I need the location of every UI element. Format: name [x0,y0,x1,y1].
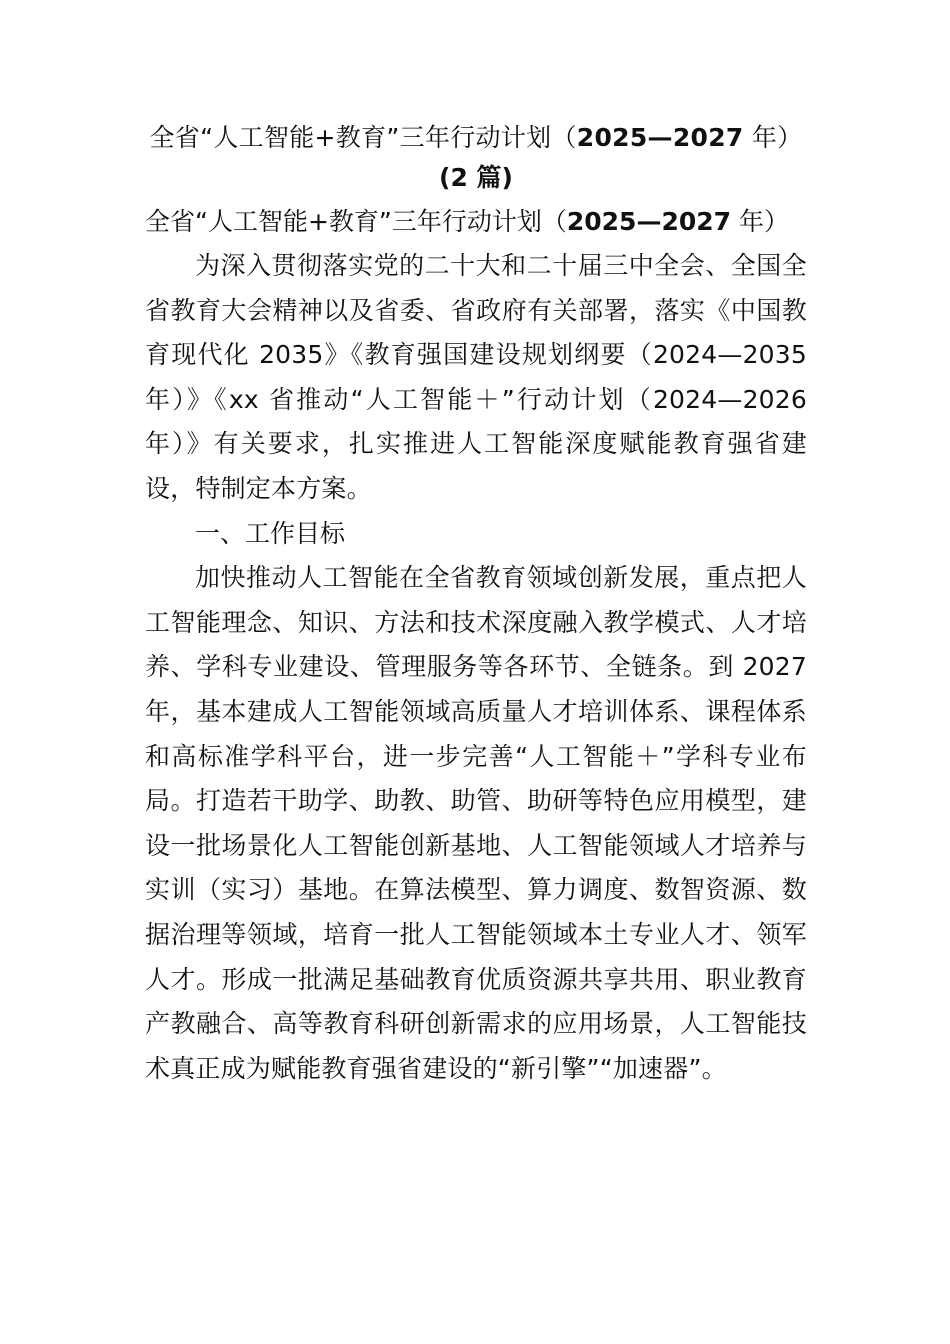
section-1-title: 一、工作目标 [195,518,346,548]
document-subtitle: (2 篇) [439,163,513,192]
section-1-paragraph: 加快推动人工智能在全省教育领域创新发展，重点把人工智能理念、知识、方法和技术深度融入教学模式、人才培养、学科专业建设、管理服务等各环节、全链条。到 2027 年，基本建成人工智能领域高质量人才培训体系、课程体系和高标准学科平台，进一步完善“人工智能＋”学科专业布局。打造若干助学、助教、助管、助研等特色应用模型，建设一批场景化人工智能创新基地、人工智能领域人才培养与实训（实习）基地。在算法模型、算力调度、数智资源、数据治理等领域，培育一批人工智能领域本土专业人才、领军人才。形成一批满足基础教育优质资源共享共用、职业教育产教融合、高等教育科研创新需求的应用场景，人工智能技术真正成为赋能教育强省建设的“新引擎”“加速器”。 [145,563,807,1083]
title-years: 2025—2027 [576,123,744,152]
document-page [145,118,807,1091]
heading-prefix: 全省“人工智能+教育”三年行动计划（ [145,207,567,236]
section-heading [145,200,807,244]
intro-paragraph: 为深入贯彻落实党的二十大和二十届三中全会、全国全省教育大会精神以及省委、省政府有关部署，落实《中国教育现代化 2035》《教育强国建设规划纲要（2024—2035 年）》《xx 省推动“人工智能＋”行动计划（2024—2026 年）》有关要求，扎实推进人工智能深度赋能教育强省建设，特制定本方案。 [145,251,807,503]
heading-suffix: 年） [731,207,789,236]
title-prefix: 全省“人工智能+教育”三年行动计划（ [149,123,577,152]
heading-years: 2025—2027 [566,207,732,236]
document-title [145,118,807,158]
title-suffix: 年） [743,123,803,152]
